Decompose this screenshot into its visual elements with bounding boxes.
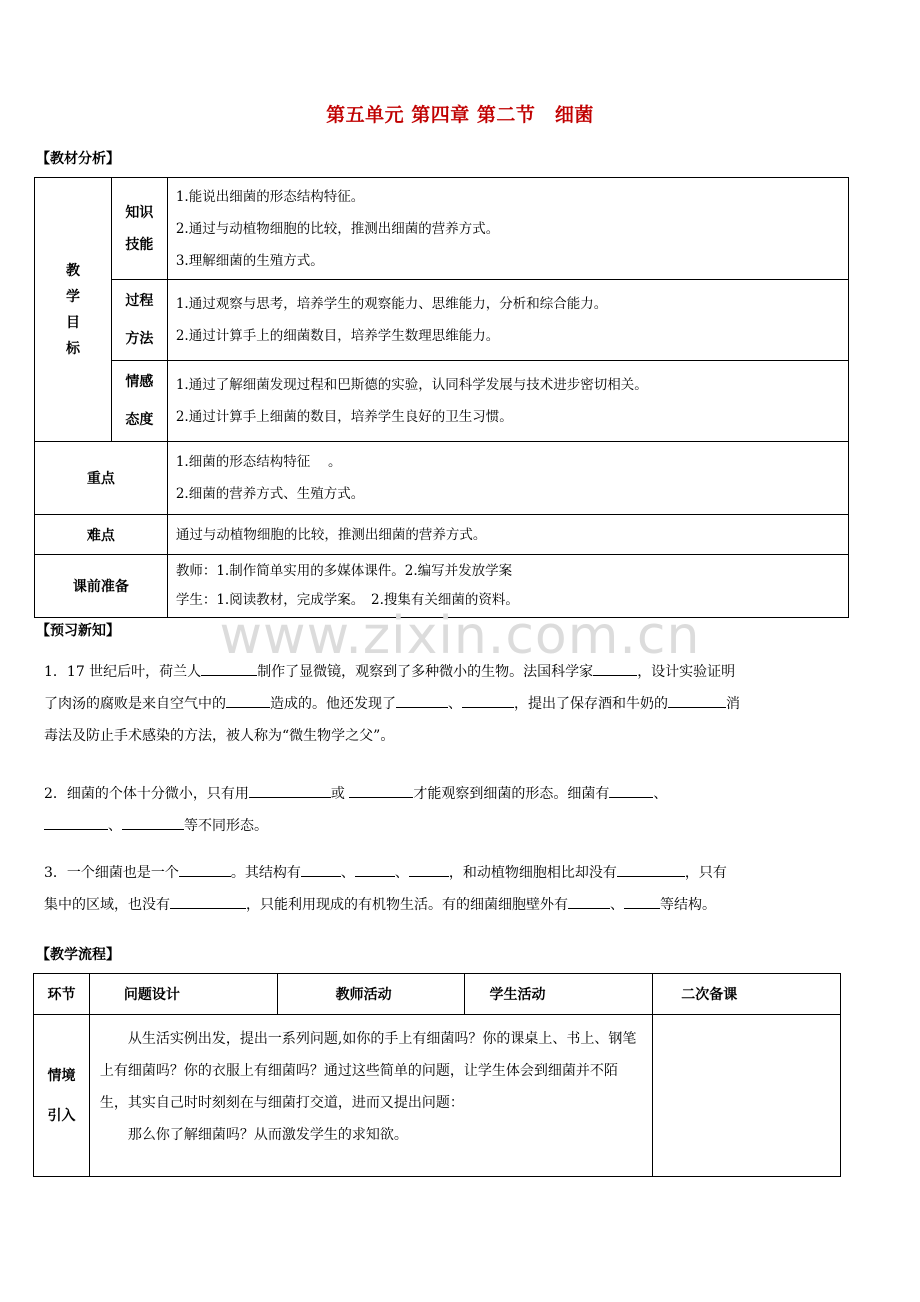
blank[interactable] bbox=[568, 892, 610, 909]
flow-stage-intro: 情境 引入 bbox=[34, 1015, 90, 1177]
difficulty-label: 难点 bbox=[35, 515, 168, 555]
section-preview-label: 【预习新知】 bbox=[36, 623, 120, 639]
blank[interactable] bbox=[668, 691, 726, 708]
objective-content-knowledge: 1.能说出细菌的形态结构特征。 2.通过与动植物细胞的比较，推测出细菌的营养方式。 3.理解细菌的生殖方式。 bbox=[167, 178, 848, 280]
blank[interactable] bbox=[349, 781, 413, 798]
blank[interactable] bbox=[409, 860, 449, 877]
flow-intro-content: 从生活实例出发，提出一系列问题,如你的手上有细菌吗？你的课桌上、书上、钢笔上有细菌吗？你的衣服上有细菌吗？通过这些简单的问题，让学生体会到细菌并不陌生，其实自己时时刻刻在与细菌打交道，进而又提出问题： 那么你了解细菌吗？从而激发学生的求知欲。 bbox=[89, 1015, 652, 1177]
blank[interactable] bbox=[396, 691, 448, 708]
blank[interactable] bbox=[201, 659, 257, 676]
preview-question-3: 3．一个细菌也是一个 。其结构有 、 、 ，和动植物细胞相比却没有 ，只有 集中的区域，也没有 ，只能利用现成的有机物生活。有的细菌细胞壁外有 、 等结构。 bbox=[44, 857, 834, 921]
page-title: 第五单元 第四章 第二节 细菌 bbox=[326, 104, 594, 126]
blank[interactable] bbox=[122, 813, 184, 830]
flow-header-stage: 环节 bbox=[34, 974, 90, 1015]
objective-label-knowledge: 知识 技能 bbox=[111, 178, 167, 280]
preparation-content: 教师：1.制作简单实用的多媒体课件。2.编写并发放学案 学生：1.阅读教材，完成学案。 2.搜集有关细菌的资料。 bbox=[167, 555, 848, 618]
preview-question-1: 1．17 世纪后叶，荷兰人 制作了显微镜，观察到了多种微小的生物。法国科学家 ，设计实验证明 了肉汤的腐败是来自空气中的 造成的。他还发现了 、 ，提出了保存酒和牛奶的 消 毒法及防止手术感染的方法，被人称为“微生物学之父”。 bbox=[44, 656, 834, 752]
blank[interactable] bbox=[624, 892, 660, 909]
blank[interactable] bbox=[609, 781, 653, 798]
objective-label-attitude: 情感 态度 bbox=[111, 361, 167, 442]
blank[interactable] bbox=[617, 860, 685, 877]
section-analysis-label: 【教材分析】 bbox=[36, 151, 120, 167]
flow-table bbox=[33, 973, 841, 1177]
analysis-table bbox=[34, 177, 849, 618]
blank[interactable] bbox=[249, 781, 331, 798]
blank[interactable] bbox=[462, 691, 514, 708]
difficulty-content: 通过与动植物细胞的比较，推测出细菌的营养方式。 bbox=[167, 515, 848, 555]
flow-header-student: 学生活动 bbox=[465, 974, 653, 1015]
key-point-content: 1.细菌的形态结构特征 。 2.细菌的营养方式、生殖方式。 bbox=[167, 442, 848, 515]
flow-intro-second-prep[interactable] bbox=[653, 1015, 841, 1177]
blank[interactable] bbox=[355, 860, 395, 877]
flow-header-second-prep: 二次备课 bbox=[653, 974, 841, 1015]
blank[interactable] bbox=[44, 813, 108, 830]
blank[interactable] bbox=[593, 659, 637, 676]
blank[interactable] bbox=[179, 860, 231, 877]
watermark: www.zixin.com.cn bbox=[219, 606, 701, 666]
blank[interactable] bbox=[301, 860, 341, 877]
blank[interactable] bbox=[226, 691, 270, 708]
flow-header-teacher: 教师活动 bbox=[277, 974, 465, 1015]
flow-header-question: 问题设计 bbox=[89, 974, 277, 1015]
blank[interactable] bbox=[170, 892, 246, 909]
objective-content-process: 1.通过观察与思考，培养学生的观察能力、思维能力，分析和综合能力。 2.通过计算手上的细菌数目，培养学生数理思维能力。 bbox=[167, 280, 848, 361]
section-flow-label: 【教学流程】 bbox=[36, 947, 120, 963]
objective-content-attitude: 1.通过了解细菌发现过程和巴斯德的实验，认同科学发展与技术进步密切相关。 2.通过计算手上细菌的数目，培养学生良好的卫生习惯。 bbox=[167, 361, 848, 442]
objective-label-process: 过程 方法 bbox=[111, 280, 167, 361]
key-point-label: 重点 bbox=[35, 442, 168, 515]
objective-header: 教 学 目 标 bbox=[35, 178, 112, 442]
preview-question-2: 2．细菌的个体十分微小，只有用 或 才能观察到细菌的形态。细菌有 、 、 等不同形态。 bbox=[44, 778, 834, 842]
preparation-label: 课前准备 bbox=[35, 555, 168, 618]
